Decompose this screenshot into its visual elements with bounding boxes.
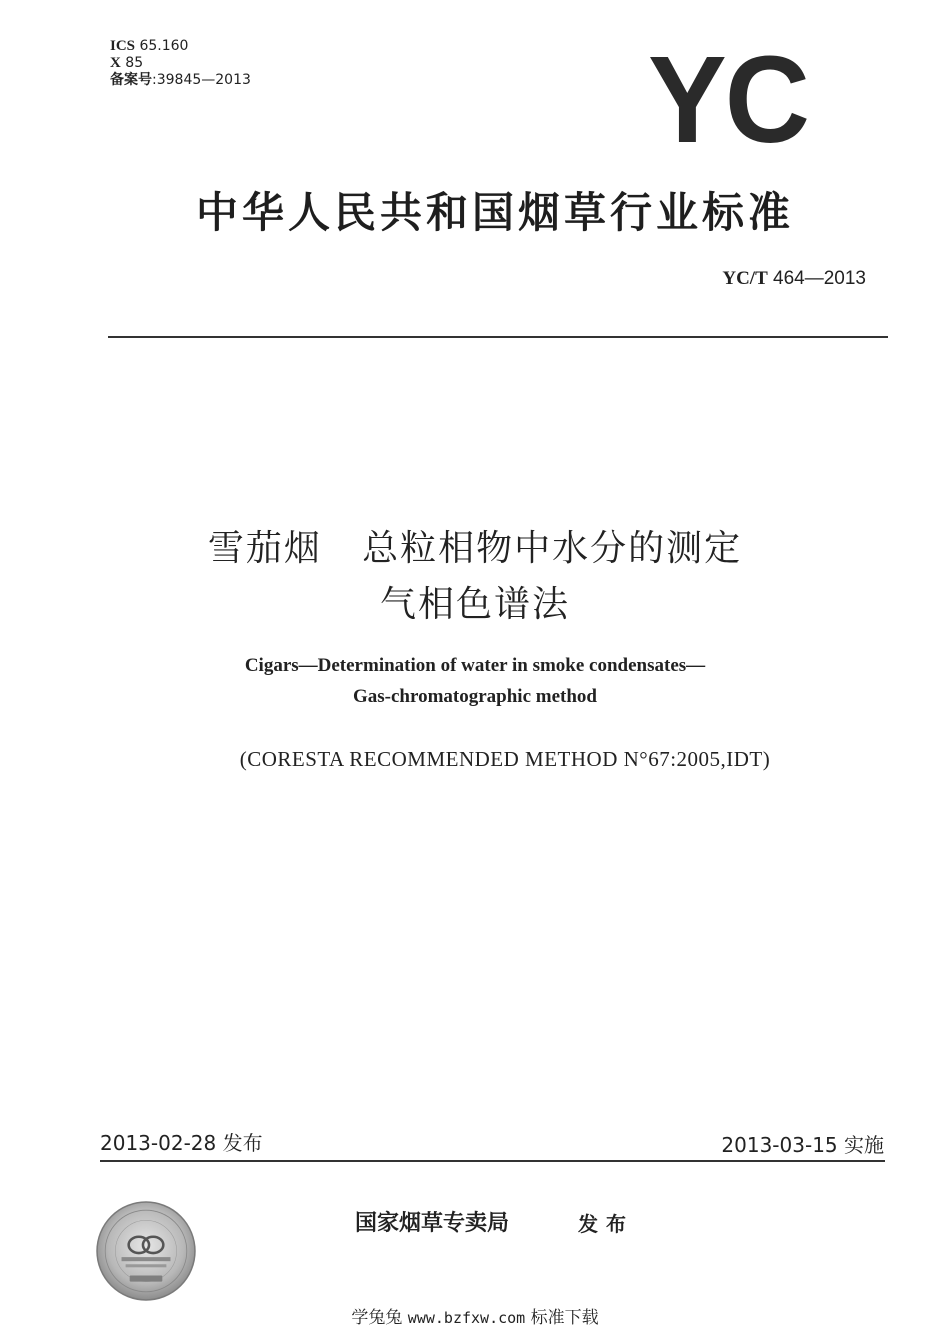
yc-logo: YC [648, 30, 808, 170]
english-title-line2: Gas-chromatographic method [353, 686, 597, 707]
ics-line: ICS 65.160 [110, 38, 189, 54]
anti-counterfeit-seal-icon [95, 1200, 197, 1302]
download-footer [0, 1303, 950, 1328]
standard-number: YC/T 464—2013 [722, 268, 866, 289]
publish-label: 发布 [578, 1212, 634, 1236]
chinese-title-line1: 雪茄烟 总粒相物中水分的测定 [207, 528, 743, 569]
publisher-name: 国家烟草专卖局 [355, 1211, 510, 1236]
chinese-title-line2: 气相色谱法 [379, 584, 570, 625]
footer-divider [100, 1160, 885, 1162]
record-number-line: 备案号:39845—2013 [110, 72, 251, 88]
standard-title: 中华人民共和国烟草行业标准 [195, 188, 794, 237]
footer-site-name: 学兔兔 [351, 1308, 403, 1328]
footer-tagline: 标准下载 [530, 1308, 599, 1328]
implementation-date: 2013-03-15 实施 [721, 1133, 884, 1157]
classification-line: X 85 [110, 55, 144, 71]
issue-date: 2013-02-28 发布 [100, 1131, 263, 1155]
adoption-reference: (CORESTA RECOMMENDED METHOD N°67:2005,IDT) [239, 747, 771, 771]
document-meta [110, 38, 251, 89]
footer-url[interactable]: www.bzfxw.com [407, 1309, 526, 1327]
header-divider [108, 336, 888, 338]
english-title-line1: Cigars—Determination of water in smoke condensates— [244, 655, 706, 676]
